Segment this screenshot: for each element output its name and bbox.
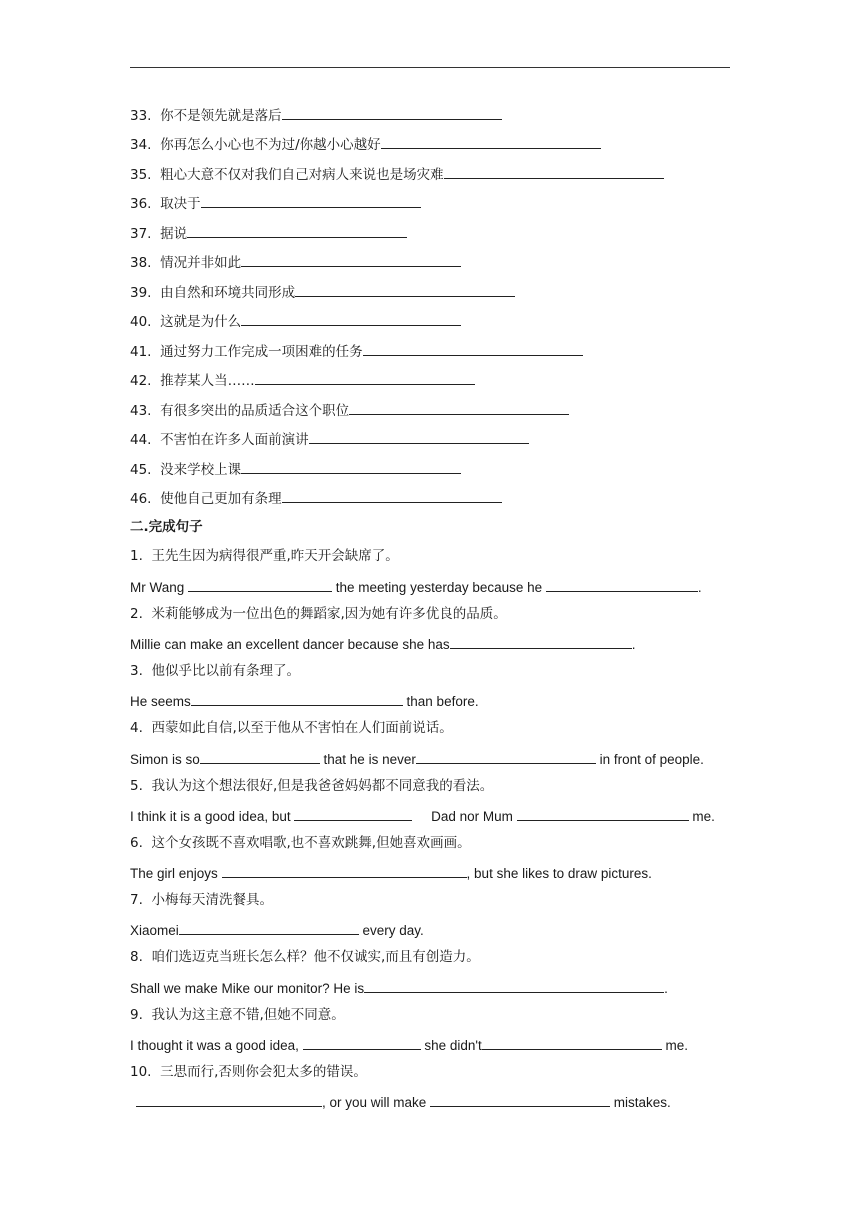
en-text: He seems: [130, 694, 191, 709]
sentence-en-7: [130, 919, 424, 941]
answer-blank[interactable]: [136, 1091, 322, 1107]
en-text: the meeting yesterday because he: [332, 580, 546, 595]
vocab-item-41: [130, 340, 583, 362]
en-text: Xiaomei: [130, 923, 179, 938]
vocab-item-44: [130, 428, 529, 450]
en-text: me.: [688, 809, 715, 824]
en-text: , or you will make: [322, 1095, 431, 1110]
answer-blank[interactable]: [282, 487, 502, 503]
item-number: 39.: [130, 285, 152, 301]
item-number: 7.: [130, 892, 143, 908]
answer-blank[interactable]: [482, 1034, 662, 1050]
answer-blank[interactable]: [450, 633, 632, 649]
vocab-item-40: [130, 310, 461, 332]
vocab-item-34: [130, 133, 601, 155]
chinese-sentence: 我认为这主意不错,但她不同意。: [151, 1007, 345, 1023]
item-text: 使他自己更加有条理: [160, 491, 282, 507]
answer-blank[interactable]: [444, 163, 664, 179]
answer-blank[interactable]: [364, 977, 664, 993]
answer-blank[interactable]: [200, 748, 320, 764]
item-number: 40.: [130, 314, 152, 330]
answer-blank[interactable]: [241, 458, 461, 474]
en-text: Shall we make Mike our monitor? He is: [130, 981, 365, 996]
sentence-zh-4: [130, 718, 453, 738]
sentence-en-10: [136, 1091, 671, 1113]
item-number: 33.: [130, 108, 152, 124]
en-text: The girl enjoys: [130, 866, 222, 881]
answer-blank[interactable]: [241, 310, 461, 326]
chinese-sentence: 小梅每天清洗餐具。: [151, 892, 273, 908]
answer-blank[interactable]: [201, 192, 421, 208]
sentence-en-4: [130, 748, 704, 770]
item-text: 通过努力工作完成一项困难的任务: [160, 344, 363, 360]
vocab-item-35: [130, 163, 664, 185]
vocab-item-43: [130, 399, 569, 421]
item-text: 这就是为什么: [160, 314, 242, 330]
header-rule: [130, 67, 730, 68]
en-text: me.: [661, 1038, 689, 1053]
sentence-zh-9: [130, 1005, 345, 1025]
sentence-zh-10: [130, 1062, 367, 1082]
answer-blank[interactable]: [349, 399, 569, 415]
answer-blank[interactable]: [517, 805, 689, 821]
item-number: 37.: [130, 226, 152, 242]
sentence-zh-8: [130, 947, 480, 967]
chinese-sentence: 这个女孩既不喜欢唱歌,也不喜欢跳舞,但她喜欢画画。: [151, 835, 471, 851]
item-text: 不害怕在许多人面前演讲: [160, 432, 309, 448]
vocab-item-36: [130, 192, 421, 214]
item-number: 10.: [130, 1064, 152, 1080]
sentence-zh-7: [130, 890, 273, 910]
sentence-en-3: [130, 690, 479, 712]
item-number: 45.: [130, 462, 152, 478]
answer-blank[interactable]: [363, 340, 583, 356]
answer-blank[interactable]: [381, 133, 601, 149]
en-text: than before.: [402, 694, 479, 709]
vocab-item-37: [130, 222, 407, 244]
item-text: 情况并非如此: [160, 255, 242, 271]
en-text: she didn't: [420, 1038, 482, 1053]
en-text: .: [697, 580, 702, 595]
vocab-item-33: [130, 104, 502, 126]
sentence-zh-6: [130, 833, 471, 853]
en-text: I thought it was a good idea,: [130, 1038, 303, 1053]
item-number: 9.: [130, 1007, 143, 1023]
answer-blank[interactable]: [430, 1091, 610, 1107]
vocab-item-39: [130, 281, 515, 303]
sentence-zh-1: [130, 546, 399, 566]
item-text: 推荐某人当……: [160, 373, 255, 389]
answer-blank[interactable]: [179, 919, 359, 935]
chinese-sentence: 我认为这个想法很好,但是我爸爸妈妈都不同意我的看法。: [151, 778, 494, 794]
item-text: 据说: [160, 226, 188, 242]
item-text: 由自然和环境共同形成: [160, 285, 296, 301]
item-number: 44.: [130, 432, 152, 448]
vocab-item-45: [130, 458, 461, 480]
en-text: I think it is a good idea, but: [130, 809, 295, 824]
answer-blank[interactable]: [303, 1034, 421, 1050]
answer-blank[interactable]: [255, 369, 475, 385]
item-text: 粗心大意不仅对我们自己对病人来说也是场灾难: [160, 167, 444, 183]
item-text: 没来学校上课: [160, 462, 242, 478]
answer-blank[interactable]: [282, 104, 502, 120]
item-number: 43.: [130, 403, 152, 419]
answer-blank[interactable]: [294, 805, 412, 821]
vocab-item-46: [130, 487, 502, 509]
item-number: 3.: [130, 663, 143, 679]
item-text: 取决于: [160, 196, 201, 212]
chinese-sentence: 三思而行,否则你会犯太多的错误。: [160, 1064, 367, 1080]
answer-blank[interactable]: [188, 576, 332, 592]
en-text: mistakes.: [610, 1095, 671, 1110]
item-text: 你再怎么小心也不为过/你越小心越好: [160, 137, 381, 153]
answer-blank[interactable]: [416, 748, 596, 764]
answer-blank[interactable]: [309, 428, 529, 444]
answer-blank[interactable]: [222, 862, 467, 878]
en-text: Simon is so: [130, 752, 200, 767]
en-text: .: [664, 981, 668, 996]
sentence-zh-5: [130, 776, 493, 796]
answer-blank[interactable]: [295, 281, 515, 297]
answer-blank[interactable]: [187, 222, 407, 238]
item-number: 2.: [130, 606, 143, 622]
chinese-sentence: 咱们选迈克当班长怎么样？他不仅诚实,而且有创造力。: [151, 949, 480, 965]
sentence-en-2: [130, 633, 635, 655]
item-text: 你不是领先就是落后: [160, 108, 282, 124]
item-number: 42.: [130, 373, 152, 389]
en-text: Millie can make an excellent dancer because she has: [130, 637, 450, 652]
en-text: that he is never: [319, 752, 416, 767]
sentence-en-5: [130, 805, 715, 827]
chinese-sentence: 米莉能够成为一位出色的舞蹈家,因为她有许多优良的品质。: [151, 606, 507, 622]
item-number: 35.: [130, 167, 152, 183]
en-text: , but she likes to draw pictures.: [466, 866, 652, 881]
answer-blank[interactable]: [191, 690, 403, 706]
item-text: 有很多突出的品质适合这个职位: [160, 403, 350, 419]
item-number: 41.: [130, 344, 152, 360]
vocab-item-42: [130, 369, 475, 391]
sentence-en-6: [130, 862, 652, 884]
chinese-sentence: 他似乎比以前有条理了。: [151, 663, 300, 679]
sentence-en-8: [130, 977, 668, 999]
item-number: 8.: [130, 949, 143, 965]
answer-blank[interactable]: [241, 251, 461, 267]
answer-blank[interactable]: [546, 576, 698, 592]
item-number: 4.: [130, 720, 143, 736]
item-number: 34.: [130, 137, 152, 153]
en-text: .: [631, 637, 636, 652]
item-number: 1.: [130, 548, 143, 564]
section-title: 二.完成句子: [130, 519, 203, 535]
sentence-zh-3: [130, 661, 300, 681]
en-text: Dad nor Mum: [412, 809, 517, 824]
item-number: 5.: [130, 778, 143, 794]
item-number: 36.: [130, 196, 152, 212]
sentence-en-1: [130, 576, 702, 598]
item-number: 46.: [130, 491, 152, 507]
sentence-en-9: [130, 1034, 688, 1056]
en-text: Mr Wang: [130, 580, 189, 595]
chinese-sentence: 王先生因为病得很严重,昨天开会缺席了。: [151, 548, 399, 564]
sentence-zh-2: [130, 604, 507, 624]
item-number: 38.: [130, 255, 152, 271]
vocab-item-38: [130, 251, 461, 273]
item-number: 6.: [130, 835, 143, 851]
en-text: every day.: [358, 923, 424, 938]
chinese-sentence: 西蒙如此自信,以至于他从不害怕在人们面前说话。: [151, 720, 453, 736]
en-text: in front of people.: [595, 752, 704, 767]
